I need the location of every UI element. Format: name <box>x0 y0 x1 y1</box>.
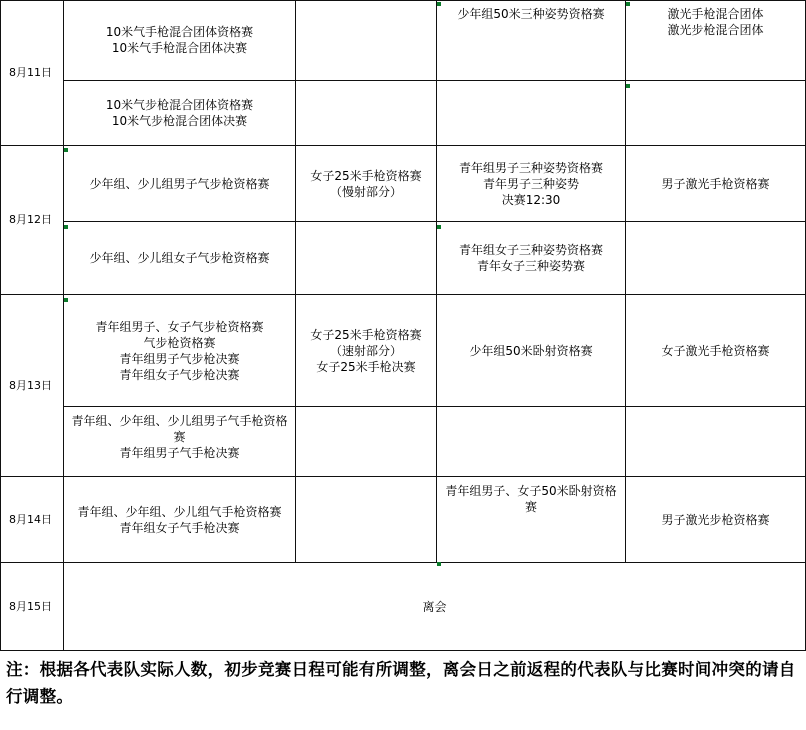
schedule-note: 注：根据各代表队实际人数，初步竞赛日程可能有所调整，离会日之前返程的代表队与比赛时间冲突的请自行调整。 <box>6 660 796 706</box>
event-cell <box>296 146 437 222</box>
cell-corner-marker <box>64 298 68 302</box>
event-text: 10米气手枪混合团体资格赛 10米气手枪混合团体决赛 <box>105 25 254 55</box>
event-cell <box>64 407 296 477</box>
event-text: 青年组男子三种姿势资格赛 青年男子三种姿势 决赛12:30 <box>458 160 603 207</box>
event-cell <box>64 146 296 222</box>
date-cell <box>0 563 64 651</box>
event-cell <box>296 0 437 81</box>
event-text: 男子激光步枪资格赛 <box>661 512 770 527</box>
cell-corner-marker <box>437 2 441 6</box>
date-label: 8月13日 <box>9 378 52 392</box>
event-cell <box>64 0 296 81</box>
event-cell <box>626 295 806 407</box>
event-text: 少年组50米卧射资格赛 <box>469 343 593 358</box>
event-cell <box>296 477 437 563</box>
event-text: 青年组女子三种姿势资格赛 青年女子三种姿势赛 <box>458 243 603 273</box>
event-cell <box>626 222 806 295</box>
cell-corner-marker <box>64 148 68 152</box>
cell-corner-marker <box>437 562 441 566</box>
event-cell <box>626 407 806 477</box>
event-cell <box>437 295 626 407</box>
date-cell <box>0 146 64 295</box>
event-cell <box>64 477 296 563</box>
event-text: 10米气步枪混合团体资格赛 10米气步枪混合团体决赛 <box>105 98 254 128</box>
date-label: 8月15日 <box>9 599 52 613</box>
event-cell <box>296 407 437 477</box>
cell-corner-marker <box>64 225 68 229</box>
date-cell <box>0 295 64 477</box>
event-text: 青年组男子、女子气步枪资格赛 气步枪资格赛 青年组男子气步枪决赛 青年组女子气步枪决赛 <box>95 319 264 382</box>
event-text: 女子激光手枪资格赛 <box>661 343 770 358</box>
event-cell <box>437 146 626 222</box>
event-text: 青年组、少年组、少儿组男子气手枪资格赛 青年组男子气手枪决赛 <box>71 414 288 460</box>
event-cell <box>626 477 806 563</box>
event-cell-full <box>64 563 806 651</box>
event-cell <box>64 222 296 295</box>
event-text: 少年组、少儿组女子气步枪资格赛 <box>89 251 270 265</box>
date-cell <box>0 0 64 146</box>
cell-corner-marker <box>626 84 630 88</box>
event-cell <box>437 222 626 295</box>
event-text: 激光手枪混合团体 激光步枪混合团体 <box>667 7 764 37</box>
event-cell <box>437 477 626 563</box>
cell-corner-marker <box>437 225 441 229</box>
event-cell <box>296 295 437 407</box>
event-cell <box>626 81 806 146</box>
event-cell <box>296 222 437 295</box>
event-cell <box>437 0 626 81</box>
event-cell <box>626 146 806 222</box>
event-cell <box>64 295 296 407</box>
event-text: 少年组50米三种姿势资格赛 <box>457 7 605 21</box>
event-text: 女子25米手枪资格赛 （慢射部分） <box>310 168 422 199</box>
event-cell <box>626 0 806 81</box>
event-cell <box>437 407 626 477</box>
cell-corner-marker <box>626 2 630 6</box>
event-text: 青年组、少年组、少儿组气手枪资格赛 青年组女子气手枪决赛 <box>77 504 282 535</box>
event-cell <box>64 81 296 146</box>
event-cell <box>296 81 437 146</box>
event-text: 离会 <box>422 599 447 614</box>
event-text: 女子25米手枪资格赛 （速射部分） 女子25米手枪决赛 <box>310 327 422 374</box>
event-text: 少年组、少儿组男子气步枪资格赛 <box>89 176 270 191</box>
date-label: 8月14日 <box>9 512 52 526</box>
event-cell <box>437 81 626 146</box>
event-text: 男子激光手枪资格赛 <box>661 176 770 191</box>
date-cell <box>0 477 64 563</box>
event-text: 青年组男子、女子50米卧射资格赛 <box>445 484 617 514</box>
date-label: 8月12日 <box>9 213 52 226</box>
date-label: 8月11日 <box>9 65 52 79</box>
